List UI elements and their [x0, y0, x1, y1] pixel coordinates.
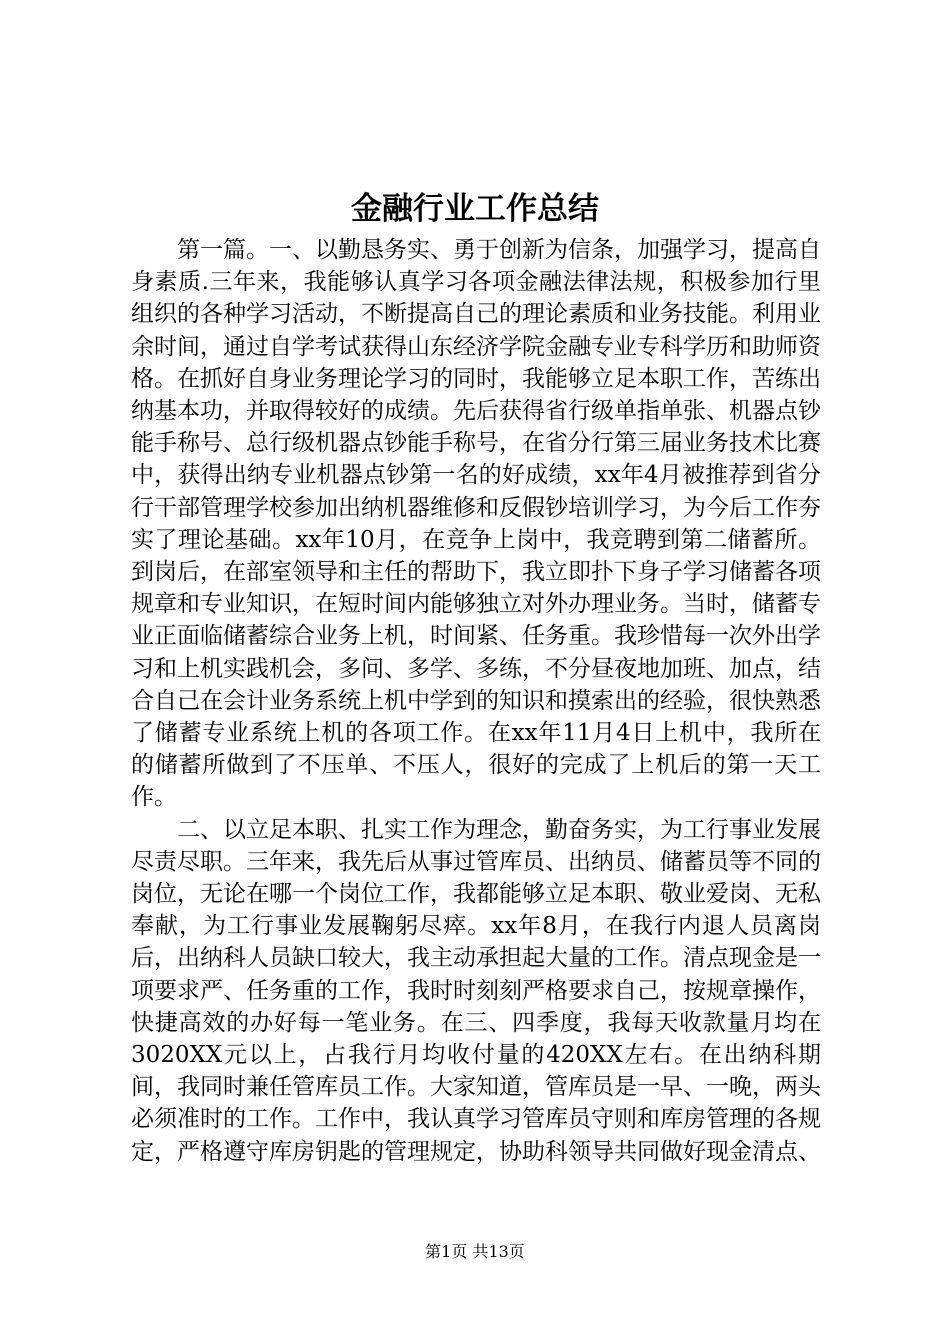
document-title: 金融行业工作总结: [351, 191, 599, 227]
page-footer: 第1页 共13页: [425, 1242, 525, 1261]
document-body: [131, 234, 821, 1168]
paragraph-2: 二、以立足本职、扎实工作为理念，勤奋务实，为工行事业发展尽责尽职。三年来，我先后从事过管库员、出纳员、储蓄员等不同的岗位，无论在哪一个岗位工作，我都能够立足本职、敬业爱岗、无私奉献，为工行事业发展鞠躬尽瘁。xx年8月，在我行内退人员离岗后，出纳科人员缺口较大，我主动承担起大量的工作。清点现金是一项要求严、任务重的工作，我时时刻刻严格要求自己，按规章操作，快捷高效的办好每一笔业务。在三、四季度，我每天收款量月均在3020XX元以上，占我行月均收付量的420XX左右。在出纳科期间，我同时兼任管库员工作。大家知道，管库员是一早、一晚，两头必须准时的工作。工作中，我认真学习管库员守则和库房管理的各规定，严格遵守库房钥匙的管理规定，协助科领导共同做好现金清点、: [131, 816, 821, 1165]
paragraph-1: 第一篇。一、以勤恳务实、勇于创新为信条，加强学习，提高自身素质.三年来，我能够认真学习各项金融法律法规，积极参加行里组织的各种学习活动，不断提高自己的理论素质和业务技能。利用业余时间，通过自学考试获得山东经济学院金融专业专科学历和助师资格。在抓好自身业务理论学习的同时，我能够立足本职工作，苦练出纳基本功，并取得较好的成绩。先后获得省行级单指单张、机器点钞能手称号、总行级机器点钞能手称号，在省分行第三届业务技术比赛中，获得出纳专业机器点钞第一名的好成绩，xx年4月被推荐到省分行干部管理学校参加出纳机器维修和反假钞培训学习，为今后工作夯实了理论基础。xx年10月，在竞争上岗中，我竞聘到第二储蓄所。到岗后，在部室领导和主任的帮助下，我立即扑下身子学习储蓄各项规章和专业知识，在短时间内能够独立对外办理业务。当时，储蓄专业正面临储蓄综合业务上机，时间紧、任务重。我珍惜每一次外出学习和上机实践机会，多问、多学、多练，不分昼夜地加班、加点，结合自己在会计业务系统上机中学到的知识和摸索出的经验，很快熟悉了储蓄专业系统上机的各项工作。在xx年11月4日上机中，我所在的储蓄所做到了不压单、不压人，很好的完成了上机后的第一天工作。: [131, 237, 821, 811]
